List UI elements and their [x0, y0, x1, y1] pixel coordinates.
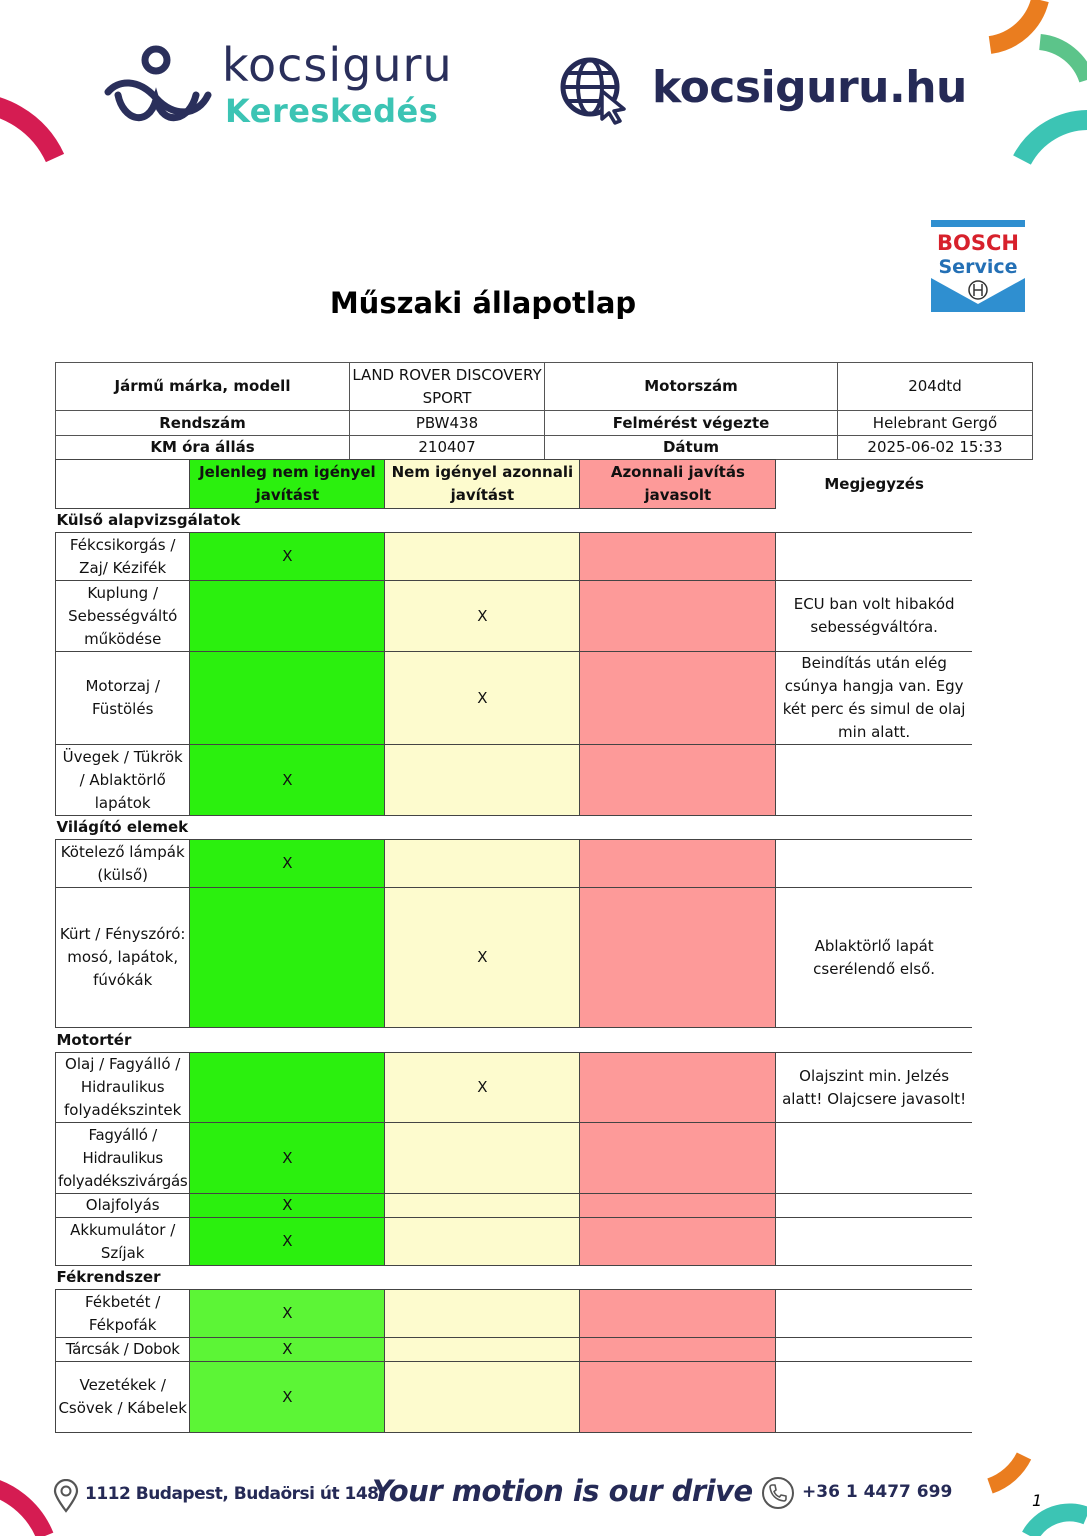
later-cell [385, 745, 580, 816]
urgent-cell [580, 1290, 776, 1338]
table-row [56, 652, 972, 745]
item-note [776, 533, 972, 581]
later-cell [385, 1218, 580, 1266]
item-note [776, 1123, 972, 1194]
item-label: Kuplung / Sebességváltó működése [56, 581, 190, 652]
item-note: Ablaktörlő lapát cserélendő első. [776, 888, 972, 1028]
item-note [776, 1290, 972, 1338]
urgent-cell [580, 581, 776, 652]
item-label: Motorzaj / Füstölés [56, 652, 190, 745]
urgent-cell [580, 1362, 776, 1433]
km-value: 210407 [350, 436, 545, 460]
item-label: Vezetékek / Csövek / Kábelek [56, 1362, 190, 1433]
ok-cell [190, 888, 385, 1028]
later-cell [385, 533, 580, 581]
engine-number-value: 204dtd [838, 363, 1033, 411]
item-note [776, 840, 972, 888]
table-row [56, 1053, 972, 1123]
item-label: Akkumulátor / Szíjak [56, 1218, 190, 1266]
phone-icon [761, 1476, 795, 1510]
item-label: Olaj / Fagyálló / Hidraulikus folyadékszintek [56, 1053, 190, 1123]
table-row [56, 840, 972, 888]
brand-name: kocsiguru [222, 38, 453, 92]
table-row [56, 1194, 972, 1218]
inspection-table [55, 459, 972, 1433]
item-note: ECU ban volt hibakód sebességváltóra. [776, 581, 972, 652]
page-title: Műszaki állapotlap [329, 286, 637, 320]
column-later: Nem igényel azonnali javítást [385, 460, 580, 509]
later-cell [385, 1362, 580, 1433]
item-note [776, 1338, 972, 1362]
item-label: Üvegek / Tükrök / Ablaktörlő lapátok [56, 745, 190, 816]
bosch-service-word: Service [938, 256, 1018, 278]
engine-number-label: Motorszám [545, 363, 838, 411]
urgent-cell [580, 888, 776, 1028]
plate-value: PBW438 [350, 411, 545, 436]
later-mark: X [385, 1053, 580, 1123]
website-link[interactable]: kocsiguru.hu [652, 62, 967, 113]
km-label: KM óra állás [56, 436, 350, 460]
table-row [56, 1338, 972, 1362]
item-label: Fékcsikorgás / Zaj/ Kézifék [56, 533, 190, 581]
inspector-value: Helebrant Gergő [838, 411, 1033, 436]
item-label: Olajfolyás [56, 1194, 190, 1218]
table-row [56, 533, 972, 581]
item-label: Kürt / Fényszóró: mosó, lapátok, fúvókák [56, 888, 190, 1028]
urgent-cell [580, 1194, 776, 1218]
footer-slogan: Your motion is our drive [372, 1474, 753, 1508]
urgent-cell [580, 533, 776, 581]
date-label: Dátum [545, 436, 838, 460]
item-label: Tárcsák / Dobok [56, 1338, 190, 1362]
footer-phone[interactable]: +36 1 4477 699 [802, 1482, 953, 1502]
table-row [56, 888, 972, 1028]
item-note [776, 1362, 972, 1433]
section-exterior: Külső alapvizsgálatok [56, 509, 972, 533]
urgent-cell [580, 1123, 776, 1194]
item-label: Fagyálló / Hidraulikus folyadékszivárgás [56, 1123, 190, 1194]
make-model-label: Jármű márka, modell [56, 363, 350, 411]
item-note [776, 1194, 972, 1218]
item-label: Fékbetét / Fékpofák [56, 1290, 190, 1338]
ok-mark: X [190, 1194, 385, 1218]
ok-mark: X [190, 533, 385, 581]
ok-mark: X [190, 1218, 385, 1266]
item-label: Kötelező lámpák (külső) [56, 840, 190, 888]
column-urgent: Azonnali javítás javasolt [580, 460, 776, 509]
column-note: Megjegyzés [824, 474, 924, 493]
later-cell [385, 1194, 580, 1218]
table-row [56, 581, 972, 652]
table-row [56, 1362, 972, 1433]
urgent-cell [580, 1338, 776, 1362]
brand-subtitle: Kereskedés [225, 92, 439, 130]
ok-mark: X [190, 1338, 385, 1362]
later-cell [385, 1123, 580, 1194]
section-lighting: Világító elemek [56, 816, 972, 840]
inspector-label: Felmérést végezte [545, 411, 838, 436]
plate-label: Rendszám [56, 411, 350, 436]
column-ok: Jelenleg nem igényel javítást [190, 460, 385, 509]
ok-mark: X [190, 1362, 385, 1433]
urgent-cell [580, 1218, 776, 1266]
make-model-value: LAND ROVER DISCOVERY SPORT [350, 363, 545, 411]
location-pin-icon [53, 1479, 79, 1513]
section-row [56, 509, 972, 533]
later-cell [385, 1290, 580, 1338]
section-row [56, 1266, 972, 1290]
vehicle-info-table [55, 362, 1033, 460]
later-mark: X [385, 652, 580, 745]
ok-mark: X [190, 1123, 385, 1194]
urgent-cell [580, 652, 776, 745]
section-row [56, 816, 972, 840]
kocsiguru-logo-icon [98, 40, 218, 130]
ok-mark: X [190, 1290, 385, 1338]
table-row [56, 1290, 972, 1338]
ok-mark: X [190, 840, 385, 888]
item-note [776, 1218, 972, 1266]
date-value: 2025-06-02 15:33 [838, 436, 1033, 460]
ok-cell [190, 652, 385, 745]
urgent-cell [580, 840, 776, 888]
urgent-cell [580, 1053, 776, 1123]
later-mark: X [385, 581, 580, 652]
later-cell [385, 840, 580, 888]
header-empty-cell [56, 460, 190, 509]
section-brakes: Fékrendszer [56, 1266, 972, 1290]
table-row [56, 1218, 972, 1266]
page-number: 1 [1032, 1491, 1043, 1510]
urgent-cell [580, 745, 776, 816]
item-note: Beindítás után elég csúnya hangja van. Egy két perc és simul de olaj min alatt. [776, 652, 972, 745]
later-mark: X [385, 888, 580, 1028]
ok-cell [190, 581, 385, 652]
table-header-row [56, 460, 972, 509]
ok-mark: X [190, 745, 385, 816]
item-note: Olajszint min. Jelzés alatt! Olajcsere javasolt! [776, 1053, 972, 1123]
bosch-word: BOSCH [937, 231, 1019, 255]
table-row [56, 745, 972, 816]
globe-cursor-icon [560, 55, 630, 125]
table-row [56, 1123, 972, 1194]
section-engine-bay: Motortér [56, 1028, 972, 1053]
section-row [56, 1028, 972, 1053]
ok-cell [190, 1053, 385, 1123]
later-cell [385, 1338, 580, 1362]
footer-address: 1112 Budapest, Budaörsi út 148. [85, 1484, 385, 1504]
item-note [776, 745, 972, 816]
